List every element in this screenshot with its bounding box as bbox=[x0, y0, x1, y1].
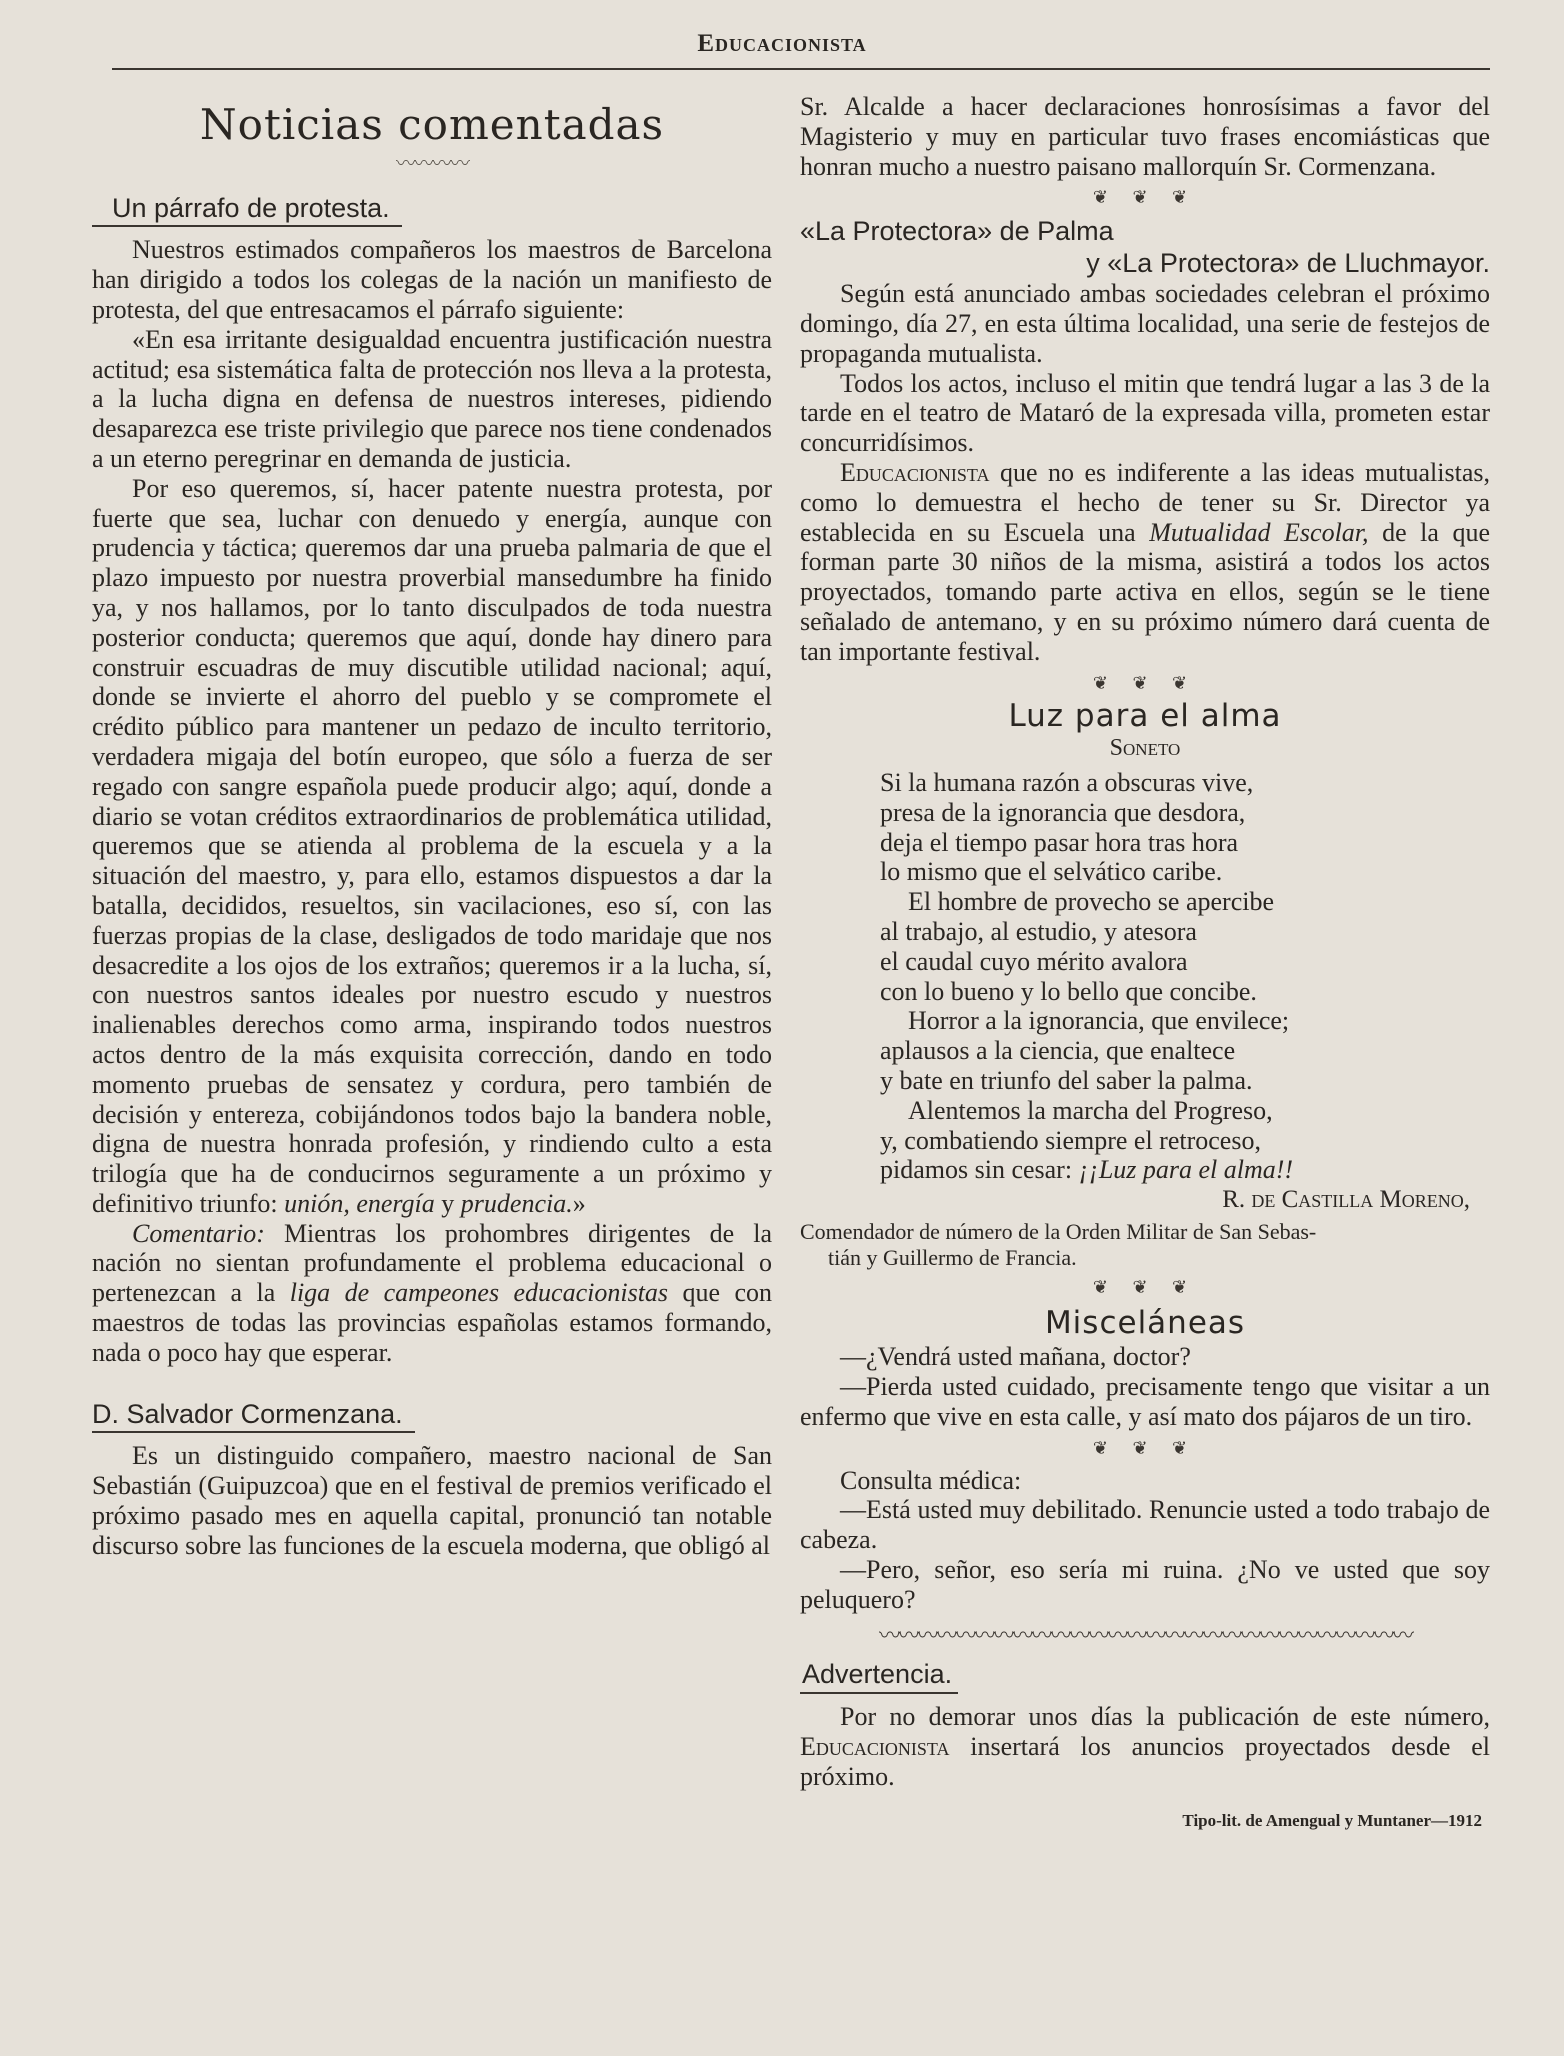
protectora-paragraph-3-text-a: que no es indiferente a las ideas mutualistas, como lo demuestra el hecho de tener su Sr. Director ya establecida en su Escuela una bbox=[800, 457, 1490, 547]
poem-last-exclamation: ¡¡Luz para el alma!! bbox=[1078, 1155, 1294, 1185]
separator-3: ❦ ❦ ❦ bbox=[1092, 1276, 1198, 1297]
comment-text-b: que con maestros de todas las provincias españolas estamos formando, nada o poco hay que esperar. bbox=[92, 1278, 772, 1367]
poem-line: al trabajo, al estudio, y atesora bbox=[880, 916, 1197, 946]
author-note-a: Comendador de número de la Orden Militar de San Sebas- bbox=[800, 1218, 1317, 1244]
poem-line: Alentemos la marcha del Progreso, bbox=[908, 1095, 1273, 1125]
imprint: Tipo-lit. de Amengual y Muntaner—1912 bbox=[1182, 1810, 1482, 1830]
misc-title: Misceláneas bbox=[1044, 1304, 1246, 1341]
poem-subtitle: Soneto bbox=[1109, 735, 1181, 762]
cormenzana-heading: D. Salvador Cormenzana. bbox=[92, 1400, 415, 1434]
title-ornament: 〰〰〰〰 bbox=[396, 152, 468, 175]
poem-line: Si la humana razón a obscuras vive, bbox=[880, 767, 1254, 797]
poem-line: presa de la ignorancia que desdora, bbox=[880, 797, 1246, 827]
misc-dialogue-2: —Pierda usted cuidado, precisamente tengo que visitar a un enfermo que vive en esta calle, y así mato dos pájaros de un tiro. bbox=[800, 1372, 1490, 1432]
poem-line: lo mismo que el selvático caribe. bbox=[880, 857, 1223, 887]
cormenzana-paragraph: Es un distinguido compañero, maestro nacional de San Sebastián (Guipuzcoa) que en el festival de premios verificado el próximo pasado mes en aquella capital, pronunció tan notable discurso sobre las funciones de la escuela moderna, que obligó al bbox=[92, 1441, 772, 1560]
protest-heading: Un párrafo de protesta. bbox=[92, 194, 402, 228]
protest-paragraph-1: Nuestros estimados compañeros los maestros de Barcelona han dirigido a todos los colegas de la nación un manifiesto de protesta, del que entresacamos el párrafo siguiente: bbox=[92, 235, 772, 324]
comment-label: Comentario: bbox=[132, 1218, 265, 1248]
notice-text-a: Por no demorar unos días la publicación de este número, bbox=[840, 1702, 1490, 1732]
protectora-heading-2: y «La Protectora» de Lluchmayor. bbox=[1086, 248, 1490, 279]
author-note-b: tián y Guillermo de Francia. bbox=[828, 1244, 1077, 1270]
motto-connector: y bbox=[434, 1188, 461, 1218]
poem-body bbox=[880, 768, 1490, 1185]
separator-2: ❦ ❦ ❦ bbox=[1092, 672, 1198, 693]
misc-dialogue-4: —Está usted muy debilitado. Renuncie usted a todo trabajo de cabeza. bbox=[800, 1495, 1490, 1555]
cormenzana-continuation: Sr. Alcalde a hacer declaraciones honrosísimas a favor del Magisterio y muy en particular tuvo frases encomiásticas que honran mucho a nuestro paisano mallorquín Sr. Cormenzana. bbox=[800, 92, 1490, 181]
quote-close: » bbox=[572, 1188, 586, 1218]
protectora-paragraph-3 bbox=[800, 458, 1490, 667]
poem-line: aplausos a la ciencia, que enaltece bbox=[880, 1036, 1236, 1066]
poem-line: Horror a la ignorancia, que envilece; bbox=[908, 1006, 1290, 1036]
author-note bbox=[800, 1219, 1490, 1271]
wavy-rule: 〰〰〰〰〰〰〰〰〰〰〰〰〰〰〰〰〰〰〰〰〰〰〰〰〰〰〰〰 bbox=[878, 1622, 1411, 1648]
poem-line: el caudal cuyo mérito avalora bbox=[880, 946, 1188, 976]
protest-paragraph-3 bbox=[92, 474, 772, 1219]
section-title: Noticias comentadas bbox=[199, 100, 665, 149]
header-rule bbox=[112, 68, 1490, 70]
comment-text-a: Mientras los prohombres dirigentes de la nación no sientan profundamente el problema educacional o pertenezcan a la bbox=[92, 1218, 772, 1308]
running-head: Educacionista bbox=[697, 30, 867, 57]
poem-line: deja el tiempo pasar hora tras hora bbox=[880, 827, 1239, 857]
comment-paragraph bbox=[92, 1219, 772, 1368]
poem-last-text: pidamos sin cesar: bbox=[880, 1155, 1079, 1185]
journal-name: Educacionista bbox=[840, 457, 990, 487]
poem-line: y, combatiendo siempre el retroceso, bbox=[880, 1125, 1261, 1155]
poem-line-last bbox=[880, 1155, 1490, 1185]
motto-1: unión, energía bbox=[284, 1188, 435, 1218]
notice-journal-name: Educacionista bbox=[800, 1732, 950, 1762]
notice-text-b: insertará los anuncios proyectados desde el próximo. bbox=[800, 1732, 1490, 1791]
separator-1: ❦ ❦ ❦ bbox=[1092, 187, 1198, 208]
poem-title: Luz para el alma bbox=[1008, 698, 1282, 735]
protectora-heading-1: «La Protectora» de Palma bbox=[800, 216, 1114, 247]
mutualidad-escolar: Mutualidad Escolar, bbox=[1149, 517, 1369, 547]
motto-2: prudencia. bbox=[460, 1188, 573, 1218]
misc-dialogue-1: —¿Vendrá usted mañana, doctor? bbox=[840, 1342, 1191, 1372]
left-column bbox=[92, 92, 772, 1561]
protectora-paragraph-2: Todos los actos, incluso el mitin que tendrá lugar a las 3 de la tarde en el teatro de Mataró de la expresada villa, prometen estar concurridísimos. bbox=[800, 368, 1490, 458]
comment-liga: liga de campeones educacionistas bbox=[289, 1278, 669, 1308]
poem-line: El hombre de provecho se apercibe bbox=[908, 887, 1275, 917]
protest-paragraph-3-text: Por eso queremos, sí, hacer patente nuestra protesta, por fuerte que sea, luchar con denuedo y energía, aunque con prudencia y táctica; queremos dar una prueba palmaria de que el plazo impuesto por nuestra proverbial mansedumbre ha finido ya, y nos hallamos, por lo tanto disculpados de toda nuestra posterior conducta; queremos que aquí, donde hay dinero para construir escuadras de muy discutible utilidad nacional; aquí, donde se invierte el ahorro del pueblo y se compromete el crédito público para mantener un pedazo de inculto territorio, verdadera migaja del botín europeo, que sólo a fuerza de ser regado con sangre española puede producir algo; aquí, donde a diario se votan créditos extraordinarios de problemática utilidad, queremos que se atienda al problema de la escuela y a la situación del maestro, y, para ello, estamos dispuestos a dar la batalla, decididos, resueltos, sin vacilaciones, eso sí, con las fuerzas propias de la clase, desligados de todo maridaje que nos desacredite a los ojos de los extraños; queremos ir a la lucha, sí, con nuestros santos ideales por nuestro escudo y nuestros inalienables derechos como arma, inspirando todos nuestros actos dentro de la más exquisita corrección, dando en todo momento pruebas de sensatez y cordura, pero también de decisión y entereza, cobijándonos todos bajo la bandera noble, digna de nuestra honrada profesión, y rindiendo culto a esta trilogía que ha de conducirnos seguramente a un próximo y definitivo triunfo: bbox=[92, 473, 772, 1218]
separator-4: ❦ ❦ ❦ bbox=[1092, 1437, 1198, 1458]
poem-line: y bate en triunfo del saber la palma. bbox=[880, 1065, 1253, 1095]
protest-paragraph-2: «En esa irritante desigualdad encuentra justificación nuestra actitud; esa sistemática falta de protección nos lleva a la protesta, a la lucha digna en defensa de nuestros intereses, pidiendo desaparezca ese triste privilegio que parece nos tiene condenados a un eterno peregrinar en demanda de justicia. bbox=[92, 324, 772, 473]
misc-dialogue-3: Consulta médica: bbox=[840, 1465, 1022, 1495]
protectora-paragraph-1: Según está anunciado ambas sociedades celebran el próximo domingo, día 27, en esta última localidad, una serie de festejos de propaganda mutualista. bbox=[800, 279, 1490, 368]
poem-line: con lo bueno y lo bello que concibe. bbox=[880, 976, 1257, 1006]
protectora-paragraph-3-text-b: de la que forman parte 30 niños de la misma, asistirá a todos los actos proyectados, tomando parte activa en ellos, según se le tiene señalado de antemano, y en su próximo número dará cuenta de tan importante festival. bbox=[800, 517, 1490, 666]
notice-paragraph bbox=[800, 1702, 1490, 1791]
notice-heading: Advertencia. bbox=[800, 1660, 958, 1694]
right-column bbox=[800, 92, 1490, 1835]
poem-author: R. de Castilla Moreno, bbox=[1222, 1186, 1470, 1214]
misc-dialogue-5: —Pero, señor, eso sería mi ruina. ¿No ve usted que soy peluquero? bbox=[800, 1555, 1490, 1614]
